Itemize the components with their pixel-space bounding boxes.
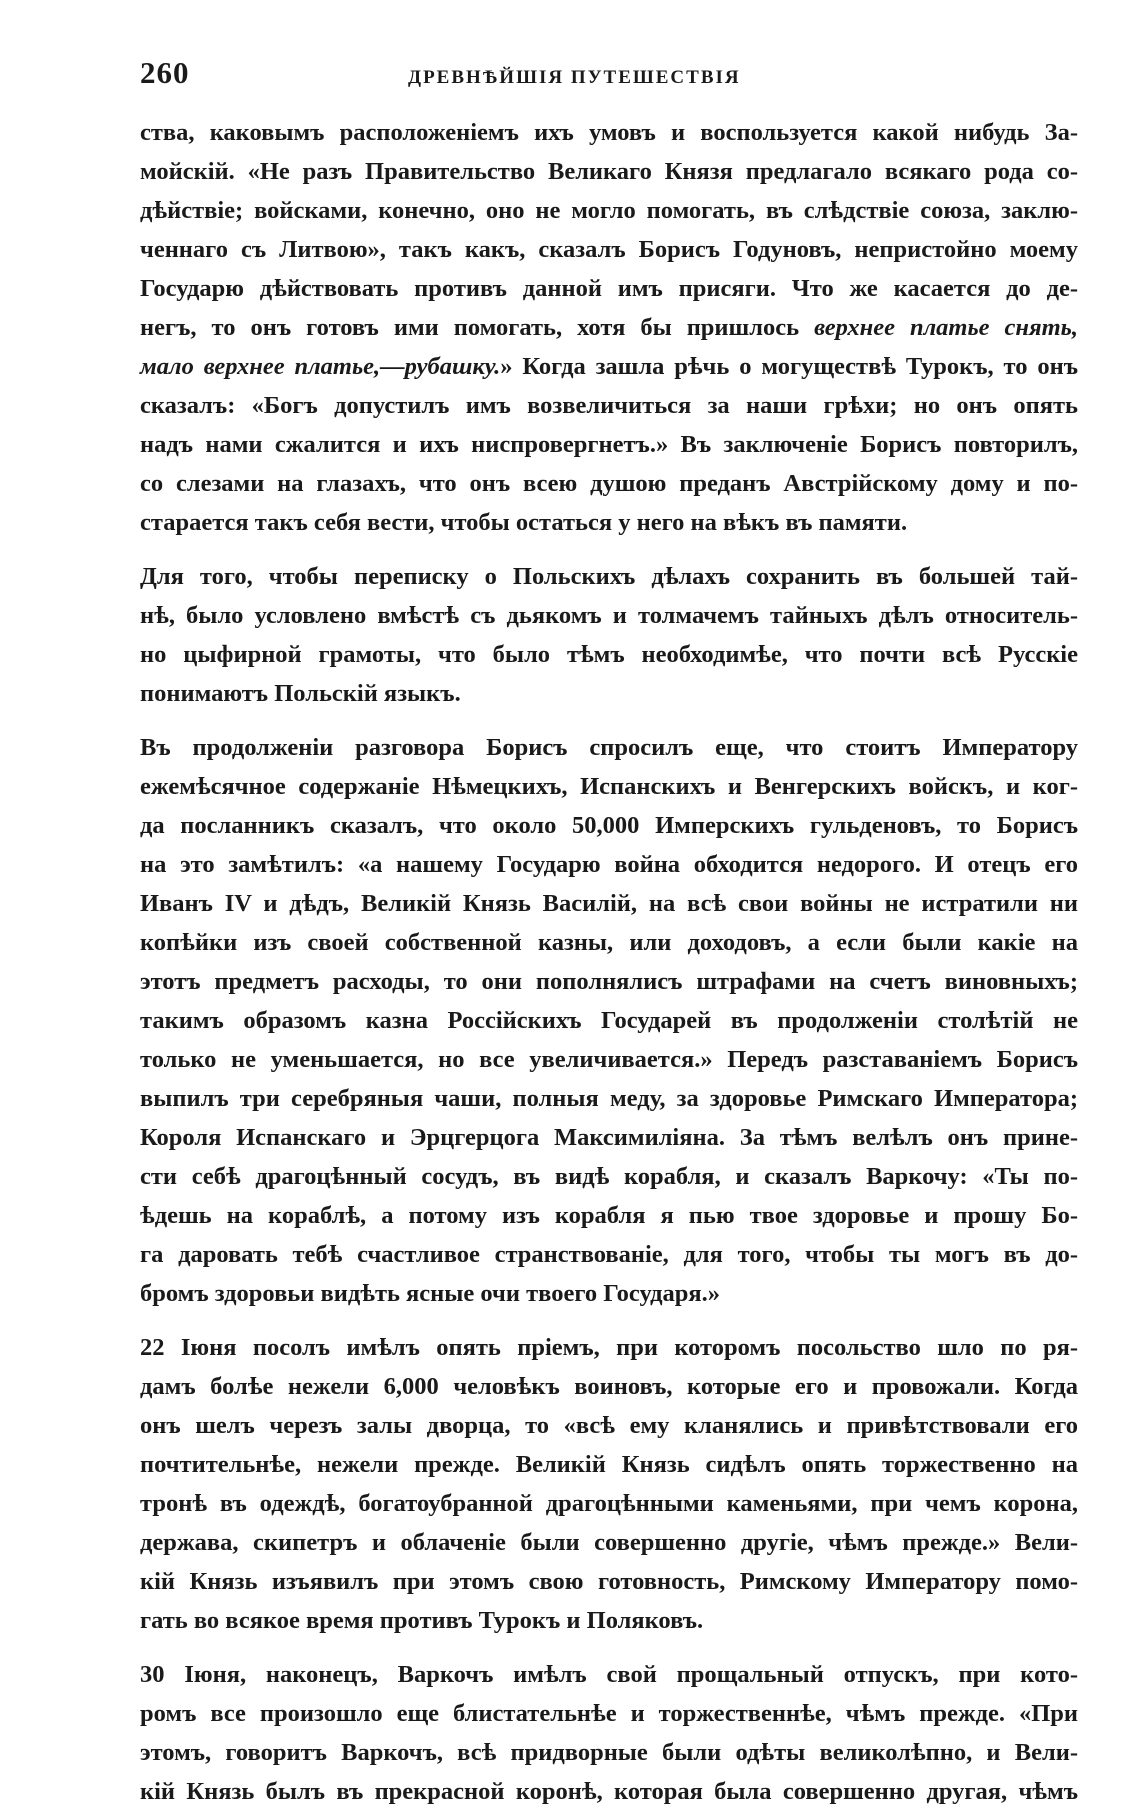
text-segment: Когда зашла рѣчь о могуществѣ Турокъ, то онъ bbox=[522, 353, 1079, 380]
text-line: почтительнѣе, нежели прежде. Великій Князь сидѣлъ опять торжественно на bbox=[140, 1451, 1078, 1478]
text-line: да посланникъ сказалъ, что около 50,000 Имперскихъ гульденовъ, то Борисъ bbox=[140, 812, 1078, 839]
running-head bbox=[140, 55, 1078, 99]
text-line: онъ шелъ черезъ залы дворца, то «всѣ ему кланялись и привѣтствовали его bbox=[140, 1412, 1078, 1439]
text-line: тронѣ въ одеждѣ, богатоубранной драгоцѣнными каменьями, при чемъ корона, bbox=[140, 1490, 1078, 1517]
text-line-mixed bbox=[140, 308, 1078, 347]
text-line: ежемѣсячное содержаніе Нѣмецкихъ, Испанскихъ и Венгерскихъ войскъ, и ког- bbox=[140, 773, 1078, 800]
text-line: ромъ все произошло еще блистательнѣе и торжественнѣе, чѣмъ прежде. «При bbox=[140, 1700, 1078, 1727]
paragraph-1 bbox=[140, 113, 1078, 542]
text-line: Государю дѣйствовать противъ данной имъ присяги. Что же касается до де- bbox=[140, 275, 1078, 302]
italic-phrase: верхнее платье снять, bbox=[814, 314, 1078, 341]
text-line: такимъ образомъ казна Россійскихъ Государей въ продолженіи столѣтій не bbox=[140, 1007, 1078, 1034]
text-line: сти себѣ драгоцѣнный сосудъ, въ видѣ корабля, и сказалъ Варкочу: «Ты по- bbox=[140, 1163, 1078, 1190]
text-line: понимаютъ Польскій языкъ. bbox=[140, 680, 461, 707]
paragraph-5 bbox=[140, 1655, 1078, 1811]
text-line: га даровать тебѣ счастливое странствованіе, для того, чтобы ты могъ въ до- bbox=[140, 1241, 1078, 1268]
text-line: Для того, чтобы переписку о Польскихъ дѣлахъ сохранить въ большей тай- bbox=[140, 563, 1078, 590]
text-line: мойскій. «Не разъ Правительство Великаго Князя предлагало всякаго рода со- bbox=[140, 158, 1078, 185]
paragraph-2 bbox=[140, 557, 1078, 713]
paragraph-4 bbox=[140, 1328, 1078, 1640]
text-line: надъ нами сжалится и ихъ ниспровергнетъ.» Въ заключеніе Борисъ повторилъ, bbox=[140, 431, 1078, 458]
text-line: 22 Іюня посолъ имѣлъ опять пріемъ, при которомъ посольство шло по ря- bbox=[140, 1334, 1078, 1361]
text-line: бромъ здоровьи видѣть ясные очи твоего Государя.» bbox=[140, 1280, 721, 1307]
text-line: этомъ, говоритъ Варкочъ, всѣ придворные были одѣты великолѣпно, и Вели- bbox=[140, 1739, 1078, 1766]
text-line: кій Князь изъявилъ при этомъ свою готовность, Римскому Императору помо- bbox=[140, 1568, 1078, 1595]
text-line: кій Князь былъ въ прекрасной коронѣ, которая была совершенно другая, чѣмъ bbox=[140, 1778, 1078, 1805]
text-line: старается такъ себя вести, чтобы остаться у него на вѣкъ въ памяти. bbox=[140, 509, 908, 536]
text-line: дѣйствіе; войсками, конечно, оно не могло помогать, въ слѣдствіе союза, заклю- bbox=[140, 197, 1078, 224]
text-line: Короля Испанскаго и Эрцгерцога Максимиліяна. За тѣмъ велѣлъ онъ принe- bbox=[140, 1124, 1078, 1151]
text-line: гать во всякое время противъ Турокъ и Поляковъ. bbox=[140, 1607, 704, 1634]
text-line: выпилъ три серебряныя чаши, полныя меду, за здоровье Римскаго Императора; bbox=[140, 1085, 1078, 1112]
text-segment: негъ, то онъ готовъ ими помогать, хотя бы пришлось bbox=[140, 314, 800, 341]
text-line: нѣ, было условлено вмѣстѣ съ дьякомъ и толмачемъ тайныхъ дѣлъ относитель- bbox=[140, 602, 1078, 629]
text-line: ченнаго съ Литвою», такъ какъ, сказалъ Борисъ Годуновъ, непристойно моему bbox=[140, 236, 1078, 263]
running-title: ДРЕВНѢЙШІЯ ПУТЕШЕСТВІЯ bbox=[408, 67, 741, 88]
text-line: ства, каковымъ расположеніемъ ихъ умовъ и воспользуется какой нибудь За- bbox=[140, 119, 1078, 146]
text-line-mixed bbox=[140, 347, 1078, 386]
text-line: только не уменьшается, но все увеличивается.» Передъ разставаніемъ Борисъ bbox=[140, 1046, 1078, 1073]
closing-quote: » bbox=[500, 353, 513, 380]
text-line: держава, скипетръ и облаченіе были совершенно другіе, чѣмъ прежде.» Вели- bbox=[140, 1529, 1078, 1556]
text-line: Иванъ IV и дѣдъ, Великій Князь Василій, на всѣ свои войны не истратили ни bbox=[140, 890, 1078, 917]
text-line: со слезами на глазахъ, что онъ всею душою преданъ Австрійскому дому и по- bbox=[140, 470, 1078, 497]
text-line: но цыфирной грамоты, что было тѣмъ необходимѣе, что почти всѣ Русскіе bbox=[140, 641, 1078, 668]
text-line: этотъ предметъ расходы, то они пополнялисъ штрафами на счетъ виновныхъ; bbox=[140, 968, 1078, 995]
text-line: 30 Іюня, наконецъ, Варкочъ имѣлъ свой прощальный отпускъ, при кото- bbox=[140, 1661, 1078, 1688]
text-line: Въ продолженіи разговора Борисъ спросилъ еще, что стоитъ Императору bbox=[140, 734, 1078, 761]
paragraph-3 bbox=[140, 728, 1078, 1313]
text-line: дамъ болѣе нежели 6,000 человѣкъ воиновъ, которые его и провожали. Когда bbox=[140, 1373, 1078, 1400]
text-line: сказалъ: «Богъ допустилъ имъ возвеличиться за наши грѣхи; но онъ опять bbox=[140, 392, 1078, 419]
page-number: 260 bbox=[140, 55, 190, 90]
italic-phrase: мало верхнее платье,—рубашку. bbox=[140, 353, 501, 380]
text-line: ѣдешь на кораблѣ, а потому изъ корабля я пью твое здоровье и прошу Бо- bbox=[140, 1202, 1078, 1229]
text-line: копѣйки изъ своей собственной казны, или доходовъ, а если были какіе на bbox=[140, 929, 1078, 956]
text-line: на это замѣтилъ: «а нашему Государю война обходится недорого. И отецъ его bbox=[140, 851, 1078, 878]
